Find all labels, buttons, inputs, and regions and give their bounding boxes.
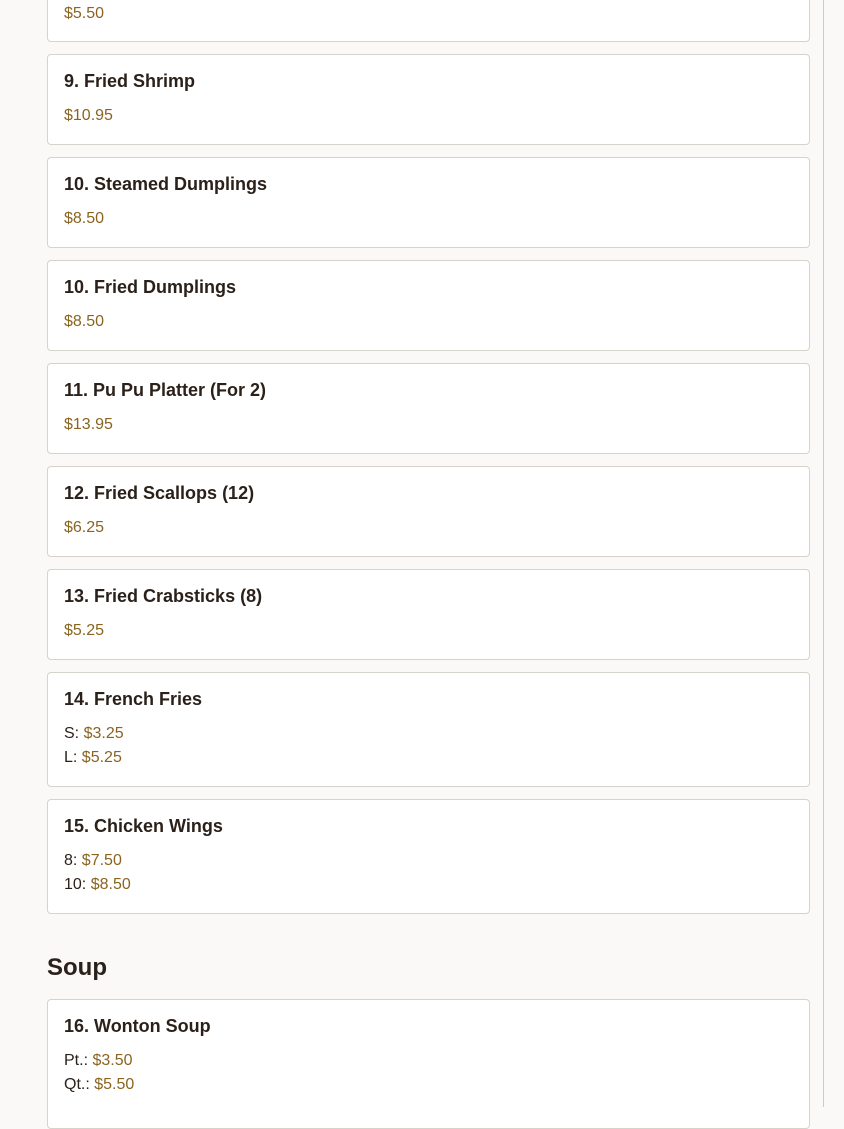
- item-name: 10. Fried Dumplings: [64, 277, 237, 297]
- menu-item-card[interactable]: [47, 260, 810, 351]
- item-price: L: $5.25: [64, 749, 122, 766]
- item-name: 9. Fried Shrimp: [64, 71, 196, 91]
- item-price: $5.25: [64, 622, 105, 639]
- menu-item-card[interactable]: [47, 0, 810, 42]
- item-price: $13.95: [64, 416, 113, 433]
- section-title-soup: Soup: [47, 954, 107, 981]
- item-price: Pt.: $3.50: [64, 1052, 133, 1069]
- price-size-label: Pt.:: [64, 1052, 89, 1069]
- price-size-label: 10:: [64, 876, 87, 893]
- item-name: 13. Fried Crabsticks (8): [64, 586, 263, 606]
- item-name: 16. Wonton Soup: [64, 1016, 211, 1036]
- item-name: 10. Steamed Dumplings: [64, 174, 268, 194]
- item-price: $6.25: [64, 519, 105, 536]
- item-price: $10.95: [64, 107, 113, 124]
- item-name: 11. Pu Pu Platter (For 2): [64, 380, 267, 400]
- item-price: Qt.: $5.50: [64, 1076, 135, 1093]
- menu-item-card[interactable]: [47, 799, 810, 914]
- item-price: $5.50: [64, 5, 105, 22]
- menu-item-card[interactable]: [47, 157, 810, 248]
- item-price: $8.50: [64, 210, 105, 227]
- item-price: 10: $8.50: [64, 876, 131, 893]
- menu-item-card[interactable]: [47, 569, 810, 660]
- price-size-label: S:: [64, 725, 80, 742]
- item-name: 14. French Fries: [64, 689, 203, 709]
- menu-item-card[interactable]: [47, 363, 810, 454]
- price-size-label: L:: [64, 749, 78, 766]
- menu-item-card[interactable]: [47, 466, 810, 557]
- item-price: S: $3.25: [64, 725, 124, 742]
- price-size-label: Qt.:: [64, 1076, 90, 1093]
- item-name: 15. Chicken Wings: [64, 816, 223, 836]
- menu-item-card[interactable]: [47, 54, 810, 145]
- item-price: $8.50: [64, 313, 105, 330]
- item-price: 8: $7.50: [64, 852, 122, 869]
- price-size-label: 8:: [64, 852, 78, 869]
- menu-item-card[interactable]: [47, 999, 810, 1129]
- item-name: 12. Fried Scallops (12): [64, 483, 255, 503]
- menu-item-card[interactable]: [47, 672, 810, 787]
